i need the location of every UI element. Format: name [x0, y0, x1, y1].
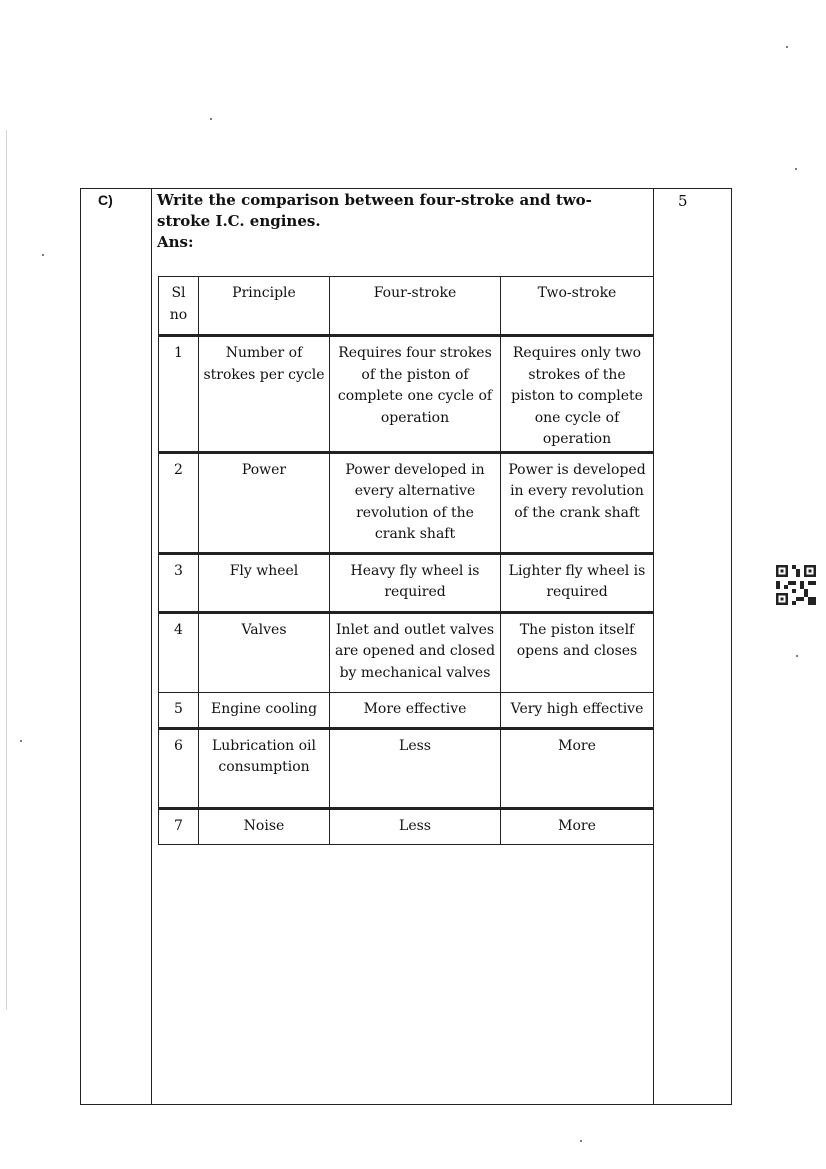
- cell-two-stroke: More: [501, 808, 654, 844]
- marks: 5: [678, 192, 688, 210]
- cell-principle: Number of strokes per cycle: [199, 336, 330, 453]
- cell-sl: 2: [159, 452, 199, 553]
- scan-edge-mark: [6, 130, 7, 1010]
- scan-speck: [795, 168, 797, 170]
- cell-four-stroke: Power developed in every alternative revolution of the crank shaft: [330, 452, 501, 553]
- scan-speck: [210, 118, 212, 120]
- cell-two-stroke: Lighter fly wheel is required: [501, 553, 654, 612]
- column-divider: [151, 189, 152, 1104]
- cell-principle: Engine cooling: [199, 692, 330, 728]
- cell-sl: 6: [159, 728, 199, 808]
- cell-two-stroke: Very high effective: [501, 692, 654, 728]
- table-header-row: [159, 277, 654, 336]
- cell-two-stroke: More: [501, 728, 654, 808]
- table-row: [159, 612, 654, 692]
- cell-two-stroke: Power is developed in every revolution of the crank shaft: [501, 452, 654, 553]
- table-row: [159, 452, 654, 553]
- table-row: [159, 553, 654, 612]
- header-sl-no: Sl no: [159, 277, 199, 336]
- scan-speck: [580, 1140, 582, 1142]
- table-row: [159, 336, 654, 453]
- cell-four-stroke: Heavy fly wheel is required: [330, 553, 501, 612]
- answer-label: Ans:: [157, 233, 194, 251]
- scan-speck: [20, 740, 22, 742]
- table-row: [159, 808, 654, 844]
- cell-principle: Lubrication oil consumption: [199, 728, 330, 808]
- comparison-table: [158, 276, 654, 845]
- header-four-stroke: Four-stroke: [330, 277, 501, 336]
- cell-sl: 1: [159, 336, 199, 453]
- header-principle: Principle: [199, 277, 330, 336]
- cell-principle: Fly wheel: [199, 553, 330, 612]
- question-label: C): [98, 192, 113, 208]
- scan-speck: [42, 254, 44, 256]
- cell-two-stroke: The piston itself opens and closes: [501, 612, 654, 692]
- scan-speck: [786, 46, 788, 48]
- cell-four-stroke: Less: [330, 728, 501, 808]
- cell-principle: Valves: [199, 612, 330, 692]
- cell-sl: 4: [159, 612, 199, 692]
- cell-four-stroke: Less: [330, 808, 501, 844]
- cell-sl: 3: [159, 553, 199, 612]
- question-text: Write the comparison between four-stroke and two-stroke I.C. engines.: [157, 191, 592, 230]
- cell-sl: 7: [159, 808, 199, 844]
- table-row: [159, 728, 654, 808]
- cell-principle: Noise: [199, 808, 330, 844]
- header-two-stroke: Two-stroke: [501, 277, 654, 336]
- scan-speck: [796, 655, 798, 657]
- cell-four-stroke: Requires four strokes of the piston of complete one cycle of operation: [330, 336, 501, 453]
- table-row: [159, 692, 654, 728]
- qr-code-icon: [776, 565, 816, 605]
- cell-principle: Power: [199, 452, 330, 553]
- cell-two-stroke: Requires only two strokes of the piston to complete one cycle of operation: [501, 336, 654, 453]
- cell-four-stroke: Inlet and outlet valves are opened and closed by mechanical valves: [330, 612, 501, 692]
- cell-sl: 5: [159, 692, 199, 728]
- cell-four-stroke: More effective: [330, 692, 501, 728]
